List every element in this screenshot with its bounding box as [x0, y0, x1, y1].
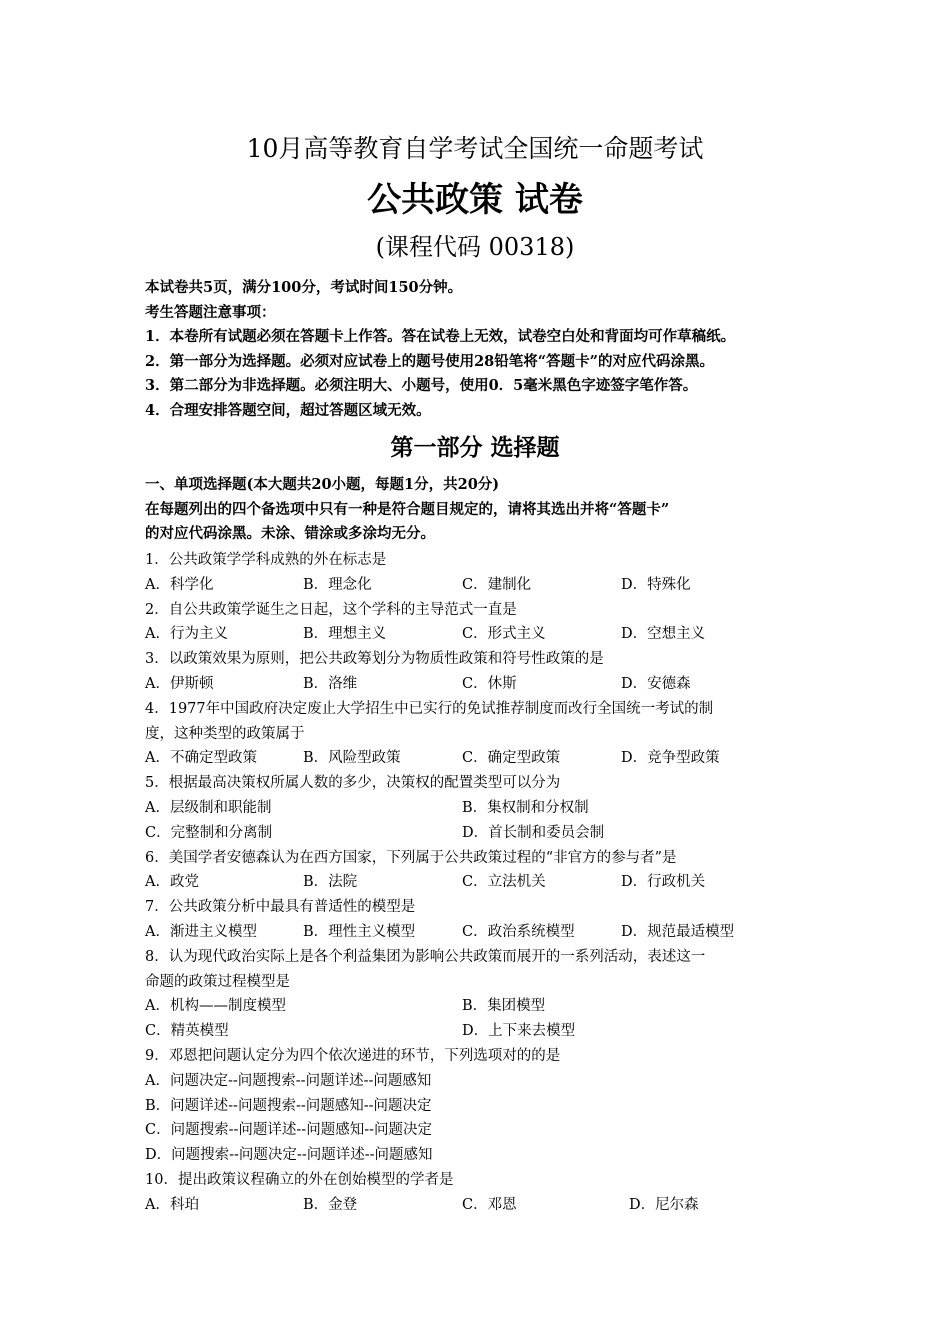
option-row	[145, 1069, 805, 1094]
answer-option: C．确定型政策	[462, 750, 561, 767]
option-row	[145, 920, 805, 945]
answer-option: B．理性主义模型	[303, 923, 416, 940]
instruction-line: 本试卷共5页，满分100分，考试时间150分钟。	[145, 279, 463, 296]
option-row	[145, 1094, 805, 1119]
answer-option: C．问题搜索--问题详述--问题感知--问题决定	[145, 1122, 432, 1139]
option-row	[145, 1019, 805, 1044]
instructions	[145, 276, 845, 424]
answer-option: A．机构——制度模型	[145, 998, 286, 1015]
answer-option: D．安德森	[621, 675, 691, 692]
option-row	[145, 1118, 805, 1143]
answer-option: B．风险型政策	[303, 750, 401, 767]
answer-option: A．政党	[145, 874, 199, 891]
question-stem: 2．自公共政策学诞生之日起，这个学科的主导范式一直是	[145, 601, 517, 618]
answer-option: B．金登	[303, 1196, 358, 1213]
question-stem: 5．根据最高决策权所属人数的多少，决策权的配置类型可以分为	[145, 775, 561, 792]
answer-option: A．伊斯顿	[145, 675, 214, 692]
instruction-line: 1．本卷所有试题必须在答题卡上作答。答在试卷上无效，试卷空白处和背面均可作草稿纸。	[145, 328, 736, 346]
answer-option: A．问题决定--问题搜索--问题详述--问题感知	[145, 1072, 432, 1089]
answer-option: B．理念化	[303, 576, 372, 593]
question-list	[145, 548, 805, 1218]
answer-option: B．集团模型	[462, 998, 546, 1015]
section-header	[145, 473, 845, 547]
section-note: 的对应代码涂黑。未涂、错涂或多涂均无分。	[145, 525, 435, 543]
section-note: 在每题列出的四个备选项中只有一种是符合题目规定的，请将其选出并将“答题卡”	[145, 500, 670, 518]
question-stem: 4．1977年中国政府决定废止大学招生中已实行的免试推荐制度而改行全国统一考试的制	[145, 700, 714, 717]
answer-option: D．行政机关	[621, 874, 706, 891]
answer-option: C．形式主义	[462, 626, 546, 643]
section-title: 一、单项选择题(本大题共20小题，每题1分，共20分)	[145, 476, 500, 493]
answer-option: C．立法机关	[462, 874, 546, 891]
option-row	[145, 622, 805, 647]
answer-option: D．尼尔森	[629, 1196, 699, 1213]
answer-option: A．不确定型政策	[145, 750, 257, 767]
option-row	[145, 573, 805, 598]
answer-option: C．精英模型	[145, 1023, 229, 1040]
question-stem: 9．邓恩把问题认定分为四个依次递进的环节，下列选项对的的是	[145, 1047, 561, 1064]
answer-option: D．规范最适模型	[621, 923, 735, 940]
answer-option: D．问题搜索--问题决定--问题详述--问题感知	[145, 1147, 433, 1164]
option-row	[145, 1193, 805, 1218]
question-stem: 3．以政策效果为原则，把公共政筹划分为物质性政策和符号性政策的是	[145, 651, 604, 668]
answer-option: C．休斯	[462, 675, 517, 692]
option-row	[145, 870, 805, 895]
question-stem: 命题的政策过程模型是	[145, 973, 290, 990]
question-stem: 8．认为现代政治实际上是各个利益集团为影响公共政策而展开的一系列活动，表述这一	[145, 948, 706, 965]
option-row	[145, 1143, 805, 1168]
option-row	[145, 821, 805, 846]
answer-option: C．完整制和分离制	[145, 824, 273, 841]
option-row	[145, 746, 805, 771]
question-stem: 1．公共政策学学科成熟的外在标志是	[145, 552, 387, 568]
answer-option: A．行为主义	[145, 626, 228, 643]
answer-option: B．洛维	[303, 675, 358, 692]
answer-option: A．层级制和职能制	[145, 799, 272, 816]
answer-option: D．空想主义	[621, 626, 706, 643]
answer-option: D．上下来去模型	[462, 1023, 576, 1040]
answer-option: D．竞争型政策	[621, 750, 720, 767]
option-row	[145, 796, 805, 821]
option-row	[145, 672, 805, 697]
part-title: 第一部分 选择题	[390, 434, 560, 461]
instruction-line: 考生答题注意事项：	[145, 303, 276, 321]
answer-option: B．法院	[303, 874, 358, 891]
instruction-line: 4．合理安排答题空间，超过答题区域无效。	[145, 401, 431, 419]
answer-option: B．问题详述--问题搜索--问题感知--问题决定	[145, 1097, 432, 1114]
course-code: (课程代码 00318)	[375, 233, 575, 261]
option-row	[145, 994, 805, 1019]
question-stem: 10．提出政策议程确立的外在创始模型的学者是	[145, 1171, 454, 1188]
answer-option: A．渐进主义模型	[145, 923, 257, 940]
answer-option: B．理想主义	[303, 626, 387, 643]
subject-title: 公共政策 试卷	[367, 180, 583, 220]
answer-option: D．首长制和委员会制	[462, 824, 605, 841]
question-stem: 7．公共政策分析中最具有普适性的模型是	[145, 899, 416, 916]
exam-title: 10月高等教育自学考试全国统一命题考试	[246, 134, 704, 163]
instruction-line: 3．第二部分为非选择题。必须注明大、小题号，使用0．5毫米黑色字迹签字笔作答。	[145, 377, 698, 395]
answer-option: D．特殊化	[621, 576, 691, 593]
answer-option: B．集权制和分权制	[462, 799, 589, 816]
question-stem: 6．美国学者安德森认为在西方国家，下列属于公共政策过程的“非官方的参与者”是	[145, 849, 677, 866]
answer-option: A．科珀	[145, 1196, 199, 1213]
answer-option: C．政治系统模型	[462, 923, 575, 940]
answer-option: C．邓恩	[462, 1196, 517, 1213]
question-stem: 度，这种类型的政策属于	[145, 725, 305, 742]
instruction-line: 2．第一部分为选择题。必须对应试卷上的题号使用28铅笔将“答题卡”的对应代码涂黑。	[145, 352, 714, 370]
answer-option: C．建制化	[462, 576, 532, 593]
answer-option: A．科学化	[145, 576, 214, 593]
